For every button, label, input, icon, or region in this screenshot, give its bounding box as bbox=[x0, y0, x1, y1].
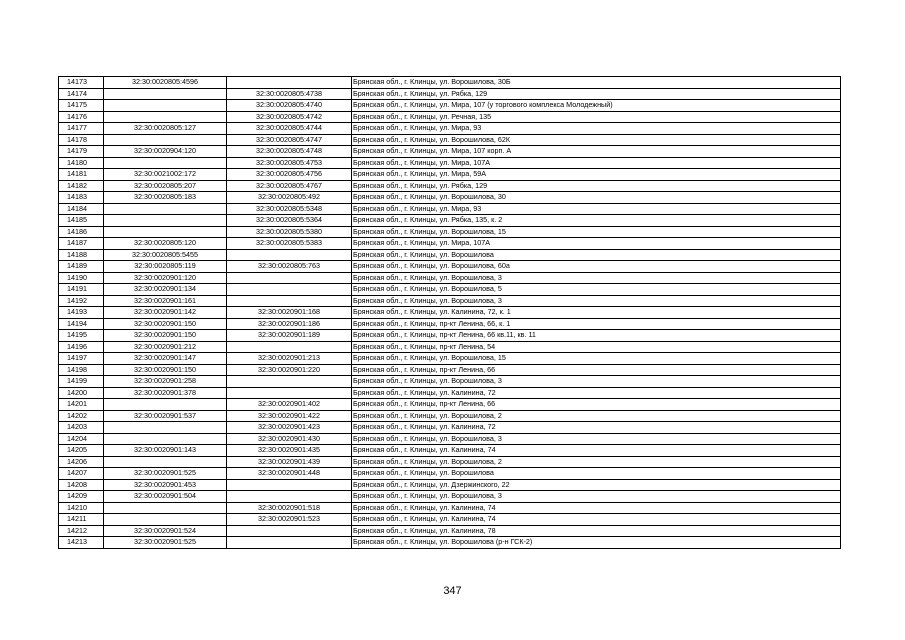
row-number-cell: 14212 bbox=[59, 525, 104, 537]
row-number-cell: 14176 bbox=[59, 111, 104, 123]
address-cell: Брянская обл., г. Клинцы, ул. Рябка, 129 bbox=[352, 88, 841, 100]
cadastral-number-cell: 32:30:0020901:439 bbox=[227, 456, 352, 468]
table-row bbox=[59, 410, 841, 422]
address-cell: Брянская обл., г. Клинцы, ул. Ворошилова bbox=[352, 249, 841, 261]
row-number-cell: 14193 bbox=[59, 307, 104, 319]
table-row bbox=[59, 157, 841, 169]
row-number-cell: 14198 bbox=[59, 364, 104, 376]
address-cell: Брянская обл., г. Клинцы, ул. Мира, 59А bbox=[352, 169, 841, 181]
row-number-cell: 14209 bbox=[59, 491, 104, 503]
cadastral-number-cell: 32:30:0020805:4767 bbox=[227, 180, 352, 192]
cadastral-number-cell: 32:30:0020901:402 bbox=[227, 399, 352, 411]
cadastral-number-cell: 32:30:0020805:763 bbox=[227, 261, 352, 273]
cadastral-number-cell: 32:30:0020805:492 bbox=[227, 192, 352, 204]
table-row bbox=[59, 364, 841, 376]
address-cell: Брянская обл., г. Клинцы, ул. Ворошилова (р-н ГСК-2) bbox=[352, 537, 841, 549]
table-row bbox=[59, 330, 841, 342]
table-row bbox=[59, 422, 841, 434]
address-cell: Брянская обл., г. Клинцы, ул. Ворошилова, 3 bbox=[352, 491, 841, 503]
address-cell: Брянская обл., г. Клинцы, ул. Ворошилова, 62К bbox=[352, 134, 841, 146]
cadastral-table bbox=[58, 76, 841, 549]
table-row bbox=[59, 491, 841, 503]
cadastral-number-cell: 32:30:0020901:524 bbox=[104, 525, 227, 537]
row-number-cell: 14203 bbox=[59, 422, 104, 434]
cadastral-number-cell: 32:30:0020901:186 bbox=[227, 318, 352, 330]
cadastral-number-cell: 32:30:0020805:4748 bbox=[227, 146, 352, 158]
address-cell: Брянская обл., г. Клинцы, пр-кт Ленина, 66, к. 1 bbox=[352, 318, 841, 330]
row-number-cell: 14204 bbox=[59, 433, 104, 445]
table-row bbox=[59, 88, 841, 100]
row-number-cell: 14191 bbox=[59, 284, 104, 296]
address-cell: Брянская обл., г. Клинцы, пр-кт Ленина, 66 bbox=[352, 399, 841, 411]
row-number-cell: 14202 bbox=[59, 410, 104, 422]
row-number-cell: 14173 bbox=[59, 77, 104, 89]
cadastral-number-cell: 32:30:0020805:5348 bbox=[227, 203, 352, 215]
cadastral-number-cell: 32:30:0020805:4738 bbox=[227, 88, 352, 100]
cadastral-number-cell: 32:30:0020901:189 bbox=[227, 330, 352, 342]
cadastral-number-cell bbox=[104, 433, 227, 445]
table-row bbox=[59, 502, 841, 514]
cadastral-number-cell: 32:30:0020901:120 bbox=[104, 272, 227, 284]
cadastral-number-cell: 32:30:0020901:168 bbox=[227, 307, 352, 319]
cadastral-number-cell: 32:30:0020805:4596 bbox=[104, 77, 227, 89]
cadastral-number-cell bbox=[227, 272, 352, 284]
row-number-cell: 14197 bbox=[59, 353, 104, 365]
row-number-cell: 14181 bbox=[59, 169, 104, 181]
cadastral-number-cell: 32:30:0020805:4747 bbox=[227, 134, 352, 146]
cadastral-number-cell: 32:30:0020901:142 bbox=[104, 307, 227, 319]
cadastral-number-cell: 32:30:0020805:4753 bbox=[227, 157, 352, 169]
table-row bbox=[59, 226, 841, 238]
table-row bbox=[59, 123, 841, 135]
address-cell: Брянская обл., г. Клинцы, ул. Ворошилова, 3 bbox=[352, 272, 841, 284]
address-cell: Брянская обл., г. Клинцы, ул. Ворошилова, 30Б bbox=[352, 77, 841, 89]
address-cell: Брянская обл., г. Клинцы, ул. Ворошилова, 5 bbox=[352, 284, 841, 296]
table-row bbox=[59, 111, 841, 123]
row-number-cell: 14200 bbox=[59, 387, 104, 399]
row-number-cell: 14194 bbox=[59, 318, 104, 330]
row-number-cell: 14208 bbox=[59, 479, 104, 491]
row-number-cell: 14188 bbox=[59, 249, 104, 261]
table-row bbox=[59, 376, 841, 388]
table-row bbox=[59, 249, 841, 261]
table-row bbox=[59, 284, 841, 296]
address-cell: Брянская обл., г. Клинцы, ул. Калинина, 72 bbox=[352, 387, 841, 399]
row-number-cell: 14184 bbox=[59, 203, 104, 215]
cadastral-number-cell: 32:30:0020901:448 bbox=[227, 468, 352, 480]
cadastral-number-cell: 32:30:0020901:435 bbox=[227, 445, 352, 457]
cadastral-number-cell bbox=[227, 295, 352, 307]
cadastral-number-cell bbox=[227, 479, 352, 491]
row-number-cell: 14177 bbox=[59, 123, 104, 135]
table-body bbox=[59, 77, 841, 549]
address-cell: Брянская обл., г. Клинцы, ул. Рябка, 129 bbox=[352, 180, 841, 192]
row-number-cell: 14206 bbox=[59, 456, 104, 468]
row-number-cell: 14201 bbox=[59, 399, 104, 411]
table-row bbox=[59, 100, 841, 112]
row-number-cell: 14185 bbox=[59, 215, 104, 227]
cadastral-number-cell bbox=[104, 399, 227, 411]
cadastral-number-cell: 32:30:0020901:212 bbox=[104, 341, 227, 353]
address-cell: Брянская обл., г. Клинцы, ул. Калинина, 72 bbox=[352, 422, 841, 434]
cadastral-number-cell: 32:30:0020805:5383 bbox=[227, 238, 352, 250]
cadastral-number-cell: 32:30:0020904:120 bbox=[104, 146, 227, 158]
cadastral-number-cell bbox=[227, 387, 352, 399]
address-cell: Брянская обл., г. Клинцы, ул. Калинина, 74 bbox=[352, 502, 841, 514]
cadastral-number-cell: 32:30:0020901:453 bbox=[104, 479, 227, 491]
table-row bbox=[59, 180, 841, 192]
table-row bbox=[59, 261, 841, 273]
table-row bbox=[59, 77, 841, 89]
cadastral-number-cell: 32:30:0020901:525 bbox=[104, 468, 227, 480]
cadastral-number-cell bbox=[104, 514, 227, 526]
row-number-cell: 14196 bbox=[59, 341, 104, 353]
address-cell: Брянская обл., г. Клинцы, пр-кт Ленина, 66 bbox=[352, 364, 841, 376]
cadastral-number-cell: 32:30:0020805:4744 bbox=[227, 123, 352, 135]
table-row bbox=[59, 537, 841, 549]
address-cell: Брянская обл., г. Клинцы, ул. Ворошилова, 3 bbox=[352, 433, 841, 445]
cadastral-number-cell: 32:30:0020805:120 bbox=[104, 238, 227, 250]
cadastral-number-cell bbox=[104, 422, 227, 434]
row-number-cell: 14187 bbox=[59, 238, 104, 250]
cadastral-number-cell: 32:30:0020805:5364 bbox=[227, 215, 352, 227]
cadastral-number-cell bbox=[227, 491, 352, 503]
cadastral-number-cell bbox=[104, 226, 227, 238]
cadastral-number-cell bbox=[227, 77, 352, 89]
address-cell: Брянская обл., г. Клинцы, ул. Калинина, 74 bbox=[352, 445, 841, 457]
cadastral-number-cell bbox=[227, 249, 352, 261]
cadastral-number-cell: 32:30:0020901:430 bbox=[227, 433, 352, 445]
row-number-cell: 14213 bbox=[59, 537, 104, 549]
cadastral-number-cell bbox=[227, 376, 352, 388]
row-number-cell: 14182 bbox=[59, 180, 104, 192]
table-row bbox=[59, 353, 841, 365]
cadastral-number-cell: 32:30:0020805:127 bbox=[104, 123, 227, 135]
row-number-cell: 14178 bbox=[59, 134, 104, 146]
row-number-cell: 14199 bbox=[59, 376, 104, 388]
table-row bbox=[59, 295, 841, 307]
cadastral-number-cell: 32:30:0021002:172 bbox=[104, 169, 227, 181]
cadastral-number-cell: 32:30:0020805:4742 bbox=[227, 111, 352, 123]
row-number-cell: 14174 bbox=[59, 88, 104, 100]
cadastral-number-cell: 32:30:0020901:220 bbox=[227, 364, 352, 376]
cadastral-number-cell: 32:30:0020901:150 bbox=[104, 330, 227, 342]
cadastral-number-cell: 32:30:0020901:147 bbox=[104, 353, 227, 365]
address-cell: Брянская обл., г. Клинцы, пр-кт Ленина, 66 кв.11, кв. 11 bbox=[352, 330, 841, 342]
cadastral-number-cell bbox=[104, 215, 227, 227]
row-number-cell: 14180 bbox=[59, 157, 104, 169]
table-row bbox=[59, 341, 841, 353]
table-row bbox=[59, 238, 841, 250]
address-cell: Брянская обл., г. Клинцы, ул. Ворошилова, 2 bbox=[352, 410, 841, 422]
page-number: 347 bbox=[443, 585, 462, 597]
address-cell: Брянская обл., г. Клинцы, ул. Ворошилова, 3 bbox=[352, 376, 841, 388]
table-row bbox=[59, 387, 841, 399]
cadastral-number-cell: 32:30:0020805:119 bbox=[104, 261, 227, 273]
address-cell: Брянская обл., г. Клинцы, ул. Мира, 93 bbox=[352, 203, 841, 215]
table-row bbox=[59, 514, 841, 526]
row-number-cell: 14207 bbox=[59, 468, 104, 480]
table-row bbox=[59, 468, 841, 480]
cadastral-number-cell: 32:30:0020901:161 bbox=[104, 295, 227, 307]
address-cell: Брянская обл., г. Клинцы, ул. Речная, 135 bbox=[352, 111, 841, 123]
table-row bbox=[59, 433, 841, 445]
table-row bbox=[59, 445, 841, 457]
table-row bbox=[59, 169, 841, 181]
cadastral-number-cell: 32:30:0020901:523 bbox=[227, 514, 352, 526]
address-cell: Брянская обл., г. Клинцы, ул. Мира, 107А bbox=[352, 157, 841, 169]
address-cell: Брянская обл., г. Клинцы, пр-кт Ленина, 54 bbox=[352, 341, 841, 353]
row-number-cell: 14190 bbox=[59, 272, 104, 284]
cadastral-number-cell: 32:30:0020805:183 bbox=[104, 192, 227, 204]
cadastral-number-cell bbox=[227, 341, 352, 353]
row-number-cell: 14205 bbox=[59, 445, 104, 457]
address-cell: Брянская обл., г. Клинцы, ул. Рябка, 135, к. 2 bbox=[352, 215, 841, 227]
table-row bbox=[59, 479, 841, 491]
cadastral-number-cell bbox=[104, 203, 227, 215]
row-number-cell: 14179 bbox=[59, 146, 104, 158]
cadastral-number-cell: 32:30:0020901:150 bbox=[104, 318, 227, 330]
cadastral-number-cell bbox=[104, 502, 227, 514]
cadastral-number-cell bbox=[104, 88, 227, 100]
address-cell: Брянская обл., г. Клинцы, ул. Калинина, 74 bbox=[352, 514, 841, 526]
cadastral-number-cell: 32:30:0020901:213 bbox=[227, 353, 352, 365]
address-cell: Брянская обл., г. Клинцы, ул. Ворошилова, 60а bbox=[352, 261, 841, 273]
address-cell: Брянская обл., г. Клинцы, ул. Калинина, 78 bbox=[352, 525, 841, 537]
cadastral-number-cell bbox=[104, 134, 227, 146]
address-cell: Брянская обл., г. Клинцы, ул. Мира, 93 bbox=[352, 123, 841, 135]
row-number-cell: 14189 bbox=[59, 261, 104, 273]
cadastral-number-cell: 32:30:0020901:504 bbox=[104, 491, 227, 503]
address-cell: Брянская обл., г. Клинцы, ул. Мира, 107 (у торгового комплекса Молодежный) bbox=[352, 100, 841, 112]
cadastral-number-cell bbox=[104, 456, 227, 468]
address-cell: Брянская обл., г. Клинцы, ул. Калинина, 72, к. 1 bbox=[352, 307, 841, 319]
table-row bbox=[59, 456, 841, 468]
cadastral-number-cell: 32:30:0020805:5455 bbox=[104, 249, 227, 261]
table-row bbox=[59, 525, 841, 537]
table-row bbox=[59, 134, 841, 146]
cadastral-number-cell: 32:30:0020901:537 bbox=[104, 410, 227, 422]
cadastral-number-cell: 32:30:0020901:422 bbox=[227, 410, 352, 422]
cadastral-number-cell bbox=[227, 537, 352, 549]
row-number-cell: 14192 bbox=[59, 295, 104, 307]
cadastral-number-cell bbox=[227, 525, 352, 537]
table-row bbox=[59, 399, 841, 411]
address-cell: Брянская обл., г. Клинцы, ул. Мира, 107А bbox=[352, 238, 841, 250]
table-row bbox=[59, 192, 841, 204]
cadastral-number-cell: 32:30:0020805:207 bbox=[104, 180, 227, 192]
cadastral-number-cell: 32:30:0020901:134 bbox=[104, 284, 227, 296]
table-row bbox=[59, 318, 841, 330]
table-row bbox=[59, 272, 841, 284]
cadastral-number-cell bbox=[227, 284, 352, 296]
cadastral-number-cell: 32:30:0020901:378 bbox=[104, 387, 227, 399]
cadastral-number-cell bbox=[104, 111, 227, 123]
table-row bbox=[59, 307, 841, 319]
table-row bbox=[59, 203, 841, 215]
cadastral-number-cell: 32:30:0020901:525 bbox=[104, 537, 227, 549]
table-row bbox=[59, 215, 841, 227]
address-cell: Брянская обл., г. Клинцы, ул. Ворошилова, 2 bbox=[352, 456, 841, 468]
address-cell: Брянская обл., г. Клинцы, ул. Дзержинского, 22 bbox=[352, 479, 841, 491]
address-cell: Брянская обл., г. Клинцы, ул. Ворошилова, 15 bbox=[352, 226, 841, 238]
address-cell: Брянская обл., г. Клинцы, ул. Ворошилова, 15 bbox=[352, 353, 841, 365]
cadastral-number-cell: 32:30:0020901:143 bbox=[104, 445, 227, 457]
table-row bbox=[59, 146, 841, 158]
address-cell: Брянская обл., г. Клинцы, ул. Ворошилова bbox=[352, 468, 841, 480]
row-number-cell: 14183 bbox=[59, 192, 104, 204]
cadastral-number-cell: 32:30:0020901:518 bbox=[227, 502, 352, 514]
row-number-cell: 14211 bbox=[59, 514, 104, 526]
row-number-cell: 14175 bbox=[59, 100, 104, 112]
row-number-cell: 14195 bbox=[59, 330, 104, 342]
cadastral-number-cell: 32:30:0020901:150 bbox=[104, 364, 227, 376]
cadastral-number-cell: 32:30:0020901:258 bbox=[104, 376, 227, 388]
cadastral-number-cell: 32:30:0020805:5380 bbox=[227, 226, 352, 238]
row-number-cell: 14186 bbox=[59, 226, 104, 238]
address-cell: Брянская обл., г. Клинцы, ул. Ворошилова, 3 bbox=[352, 295, 841, 307]
address-cell: Брянская обл., г. Клинцы, ул. Ворошилова, 30 bbox=[352, 192, 841, 204]
address-cell: Брянская обл., г. Клинцы, ул. Мира, 107 корп. А bbox=[352, 146, 841, 158]
cadastral-number-cell bbox=[104, 157, 227, 169]
cadastral-number-cell: 32:30:0020805:4740 bbox=[227, 100, 352, 112]
cadastral-number-cell: 32:30:0020901:423 bbox=[227, 422, 352, 434]
row-number-cell: 14210 bbox=[59, 502, 104, 514]
cadastral-number-cell: 32:30:0020805:4756 bbox=[227, 169, 352, 181]
cadastral-number-cell bbox=[104, 100, 227, 112]
